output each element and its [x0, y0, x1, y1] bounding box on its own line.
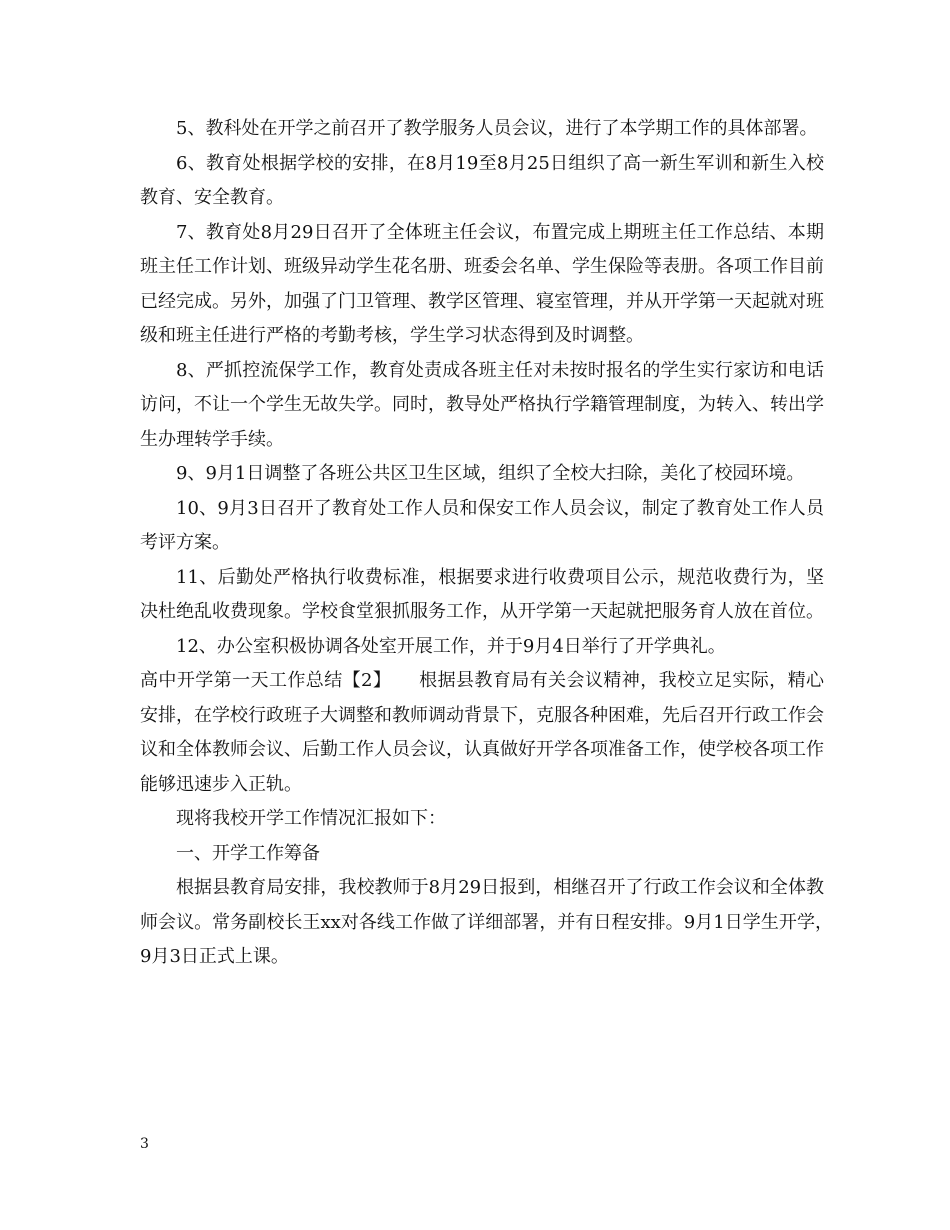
paragraph-item-5: 5、教科处在开学之前召开了教学服务人员会议，进行了本学期工作的具体部署。	[176, 118, 818, 139]
paragraph-item-6: 6、教育处根据学校的安排，在8月19至8月25日组织了高一新生军训和新生入校教育、安全教育。	[140, 152, 824, 208]
paragraph-item-10: 10、9月3日召开了教育处工作人员和保安工作人员会议，制定了教育处工作人员考评方案。	[140, 497, 824, 553]
document-body	[140, 112, 842, 975]
preparation-paragraph: 根据县教育局安排，我校教师于8月29日报到，相继召开了行政工作会议和全体教师会议。常务副校长王xx对各线工作做了详细部署，并有日程安排。9月1日学生开学， 9月3日正式上课。	[140, 877, 842, 967]
subsection-heading: 一、开学工作筹备	[176, 842, 320, 864]
paragraph-item-11: 11、后勤处严格执行收费标准，根据要求进行收费项目公示，规范收费行为，坚决杜绝乱收费现象。学校食堂狠抓服务工作，从开学第一天起就把服务育人放在首位。	[140, 566, 824, 622]
paragraph-item-8: 8、严抓控流保学工作，教育处责成各班主任对未按时报名的学生实行家访和电话访问，不让一个学生无故失学。同时，教导处严格执行学籍管理制度，为转入、转出学生办理转学手续。	[140, 359, 824, 450]
paragraph-item-12: 12、办公室积极协调各处室开展工作，并于9月4日举行了开学典礼。	[176, 635, 726, 657]
paragraph-item-9: 9、9月1日调整了各班公共区卫生区域，组织了全校大扫除，美化了校园环境。	[176, 463, 805, 484]
page-number: 3	[140, 1136, 149, 1152]
paragraph-item-7: 7、教育处8月29日召开了全体班主任会议，布置完成上期班主任工作总结、本期班主任工作计划、班级异动学生花名册、班委会名单、学生保险等表册。各项工作目前已经完成。另外，加强了门卫管理、教学区管理、寝室管理，并从开学第一天起就对班级和班主任进行严格的考勤考核，学生学习状态得到及时调整。	[140, 221, 824, 346]
report-intro-paragraph: 现将我校开学工作情况汇报如下：	[176, 808, 446, 829]
section-heading-paragraph: 高中开学第一天工作总结【2】 根据县教育局有关会议精神，我校立足实际，精心安排，在学校行政班子大调整和教师调动背景下，克服各种困难，先后召开行政工作会议和全体教师会议、后勤工作人员会议，认真做好开学各项准备工作，使学校各项工作能够迅速步入正轨。	[140, 670, 824, 795]
